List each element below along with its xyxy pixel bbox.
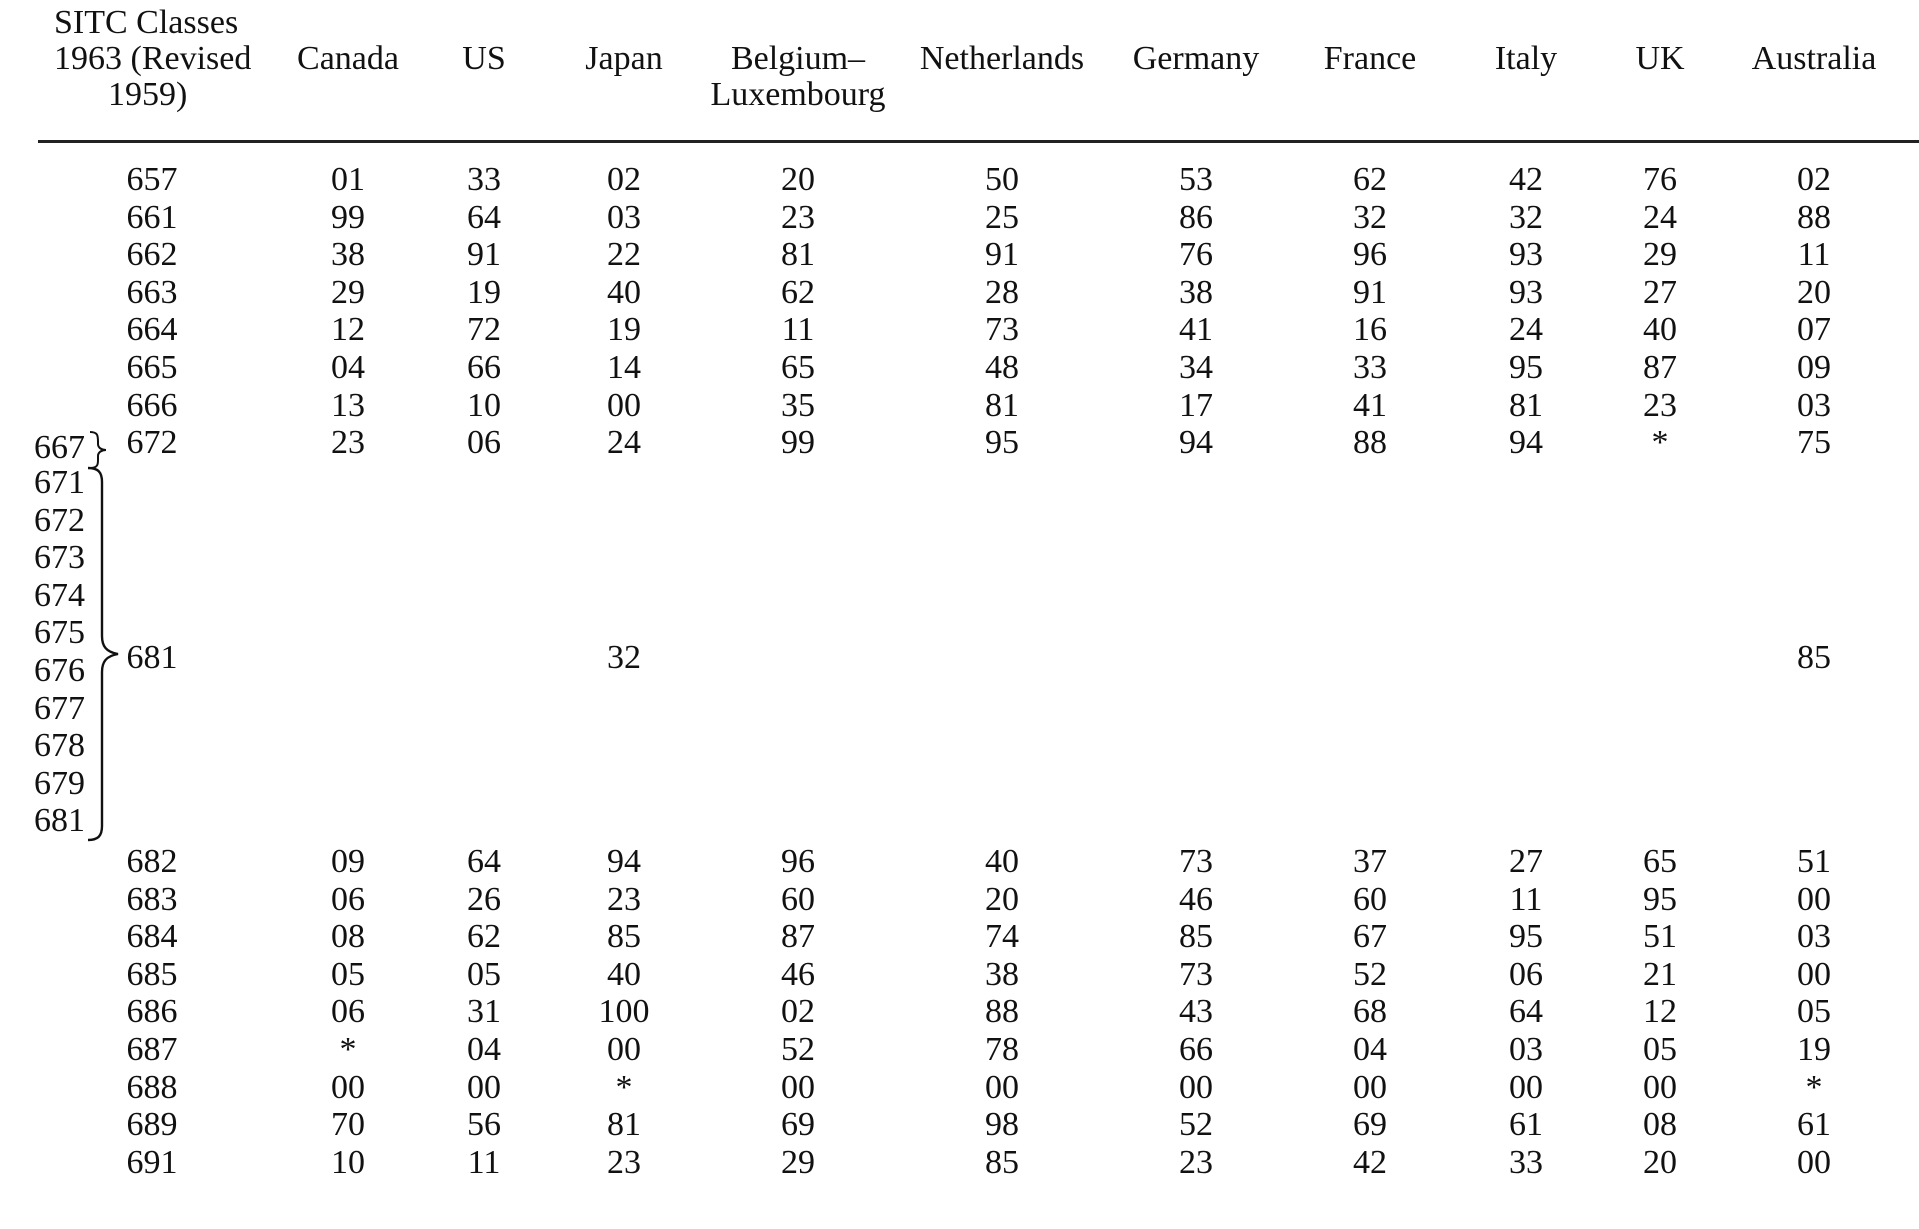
table-cell: 70 [331,1106,365,1144]
table-cell: 05 [331,955,365,993]
table-cell: 27 [1509,843,1543,880]
table-cell: 73 [1179,955,1213,993]
table-cell: 51 [1797,843,1831,880]
row-code: 663 [126,273,178,311]
table-cell: 38 [1179,273,1213,311]
col-header-italy: Italy [1494,40,1558,77]
table-cell: 21 [1643,955,1677,993]
col-header-uk: UK [1635,40,1685,77]
table-cell: 48 [985,349,1019,386]
table-cell: 12 [331,311,365,349]
table-cell: * [615,1068,633,1106]
col-header-canada: Canada [297,40,399,77]
brace-code: 673 [34,539,85,577]
group-prefix-code: 667 [34,429,85,466]
table-cell: 85 [985,1143,1019,1181]
table-cell: 24 [1509,311,1543,349]
sitc-header-line-3: 1959) [108,76,188,113]
table-cell: 00 [1509,1068,1543,1106]
table-cell: * [1651,424,1669,462]
table-cell: 11 [467,1143,501,1181]
table-cell: 32 [1353,198,1387,236]
row-code: 665 [126,349,178,386]
table-cell: 03 [1797,918,1831,956]
table-cell: 04 [1353,1031,1387,1068]
row-code: 687 [126,1031,178,1068]
table-cell: 23 [1179,1143,1213,1181]
table-cell: 61 [1797,1106,1831,1144]
table-cell: 81 [607,1106,641,1144]
row-code: 681 [126,639,178,676]
table-cell: 40 [985,843,1019,880]
table-cell: 95 [1509,918,1543,956]
row-code: 684 [126,918,178,956]
table-cell: 08 [1643,1106,1677,1144]
table-cell: 74 [985,918,1019,956]
row-code: 664 [126,311,178,349]
brace-code: 676 [34,652,85,689]
table-cell: 24 [1643,198,1677,236]
table-cell: 67 [1353,918,1387,956]
brace-code: 679 [34,764,85,802]
table-cell: 23 [607,880,641,918]
table-cell: 85 [607,918,641,956]
table-cell: 19 [467,273,501,311]
table-cell: 91 [985,236,1019,274]
table-cell: 87 [781,918,815,956]
table-cell: 31 [467,993,501,1031]
table-cell: 81 [1509,386,1543,424]
table-cell: 24 [607,424,641,462]
table-cell: 42 [1509,161,1543,198]
table-cell: 99 [331,198,365,236]
table-cell: 66 [467,349,501,386]
col-header-us: US [462,40,506,77]
table-cell: 29 [1643,236,1677,274]
table-cell: 03 [1797,386,1831,424]
row-code: 661 [126,198,178,236]
table-cell: 94 [607,843,641,880]
sitc-header-line-2: 1963 (Revised [54,40,252,77]
table-cell: 69 [1353,1106,1387,1144]
row-code: 691 [126,1143,178,1181]
table-cell: 68 [1353,993,1387,1031]
group-brace-small [88,430,108,470]
table-cell: 22 [607,236,641,274]
table-cell: 66 [1179,1031,1213,1068]
row-code: 685 [126,955,178,993]
table-cell: 99 [781,424,815,462]
table-cell: 32 [1509,198,1543,236]
group-brace-large [86,466,122,842]
row-code: 689 [126,1106,178,1144]
table-cell: 62 [467,918,501,956]
table-cell: 33 [467,161,501,198]
row-code: 682 [126,843,178,880]
row-code: 672 [126,424,178,462]
table-cell: 00 [607,1031,641,1068]
table-cell: 03 [607,198,641,236]
table-cell: 78 [985,1031,1019,1068]
table-cell: 62 [1353,161,1387,198]
table-cell: 02 [607,161,641,198]
table-cell: 81 [781,236,815,274]
table-cell: 06 [331,993,365,1031]
table-cell: 28 [985,273,1019,311]
table-cell: 88 [1797,198,1831,236]
table-cell: 72 [467,311,501,349]
table-cell: 100 [598,993,650,1031]
table-cell: 88 [1353,424,1387,462]
table-cell: 52 [1353,955,1387,993]
table-cell: 19 [1797,1031,1831,1068]
table-cell: 00 [1797,1143,1831,1181]
table-cell: 04 [331,349,365,386]
table-cell: 37 [1353,843,1387,880]
table-cell: 81 [985,386,1019,424]
col-header-netherlands: Netherlands [919,40,1085,77]
table-cell: 00 [1353,1068,1387,1106]
table-cell: 61 [1509,1106,1543,1144]
table-cell: 05 [1643,1031,1677,1068]
table-cell: 06 [467,424,501,462]
table-cell: 20 [1643,1143,1677,1181]
sitc-header-line-1: SITC Classes [54,4,239,41]
brace-code: 681 [34,802,85,840]
table-cell: 27 [1643,273,1677,311]
table-cell: 91 [467,236,501,274]
brace-code: 671 [34,464,85,501]
table-cell: 98 [985,1106,1019,1144]
col-header-japan: Japan [585,40,663,77]
table-cell: 00 [985,1068,1019,1106]
table-cell: 17 [1179,386,1213,424]
brace-code: 678 [34,727,85,765]
table-cell: 93 [1509,273,1543,311]
table-cell: 46 [1179,880,1213,918]
table-cell: 03 [1509,1031,1543,1068]
table-cell: 41 [1179,311,1213,349]
row-code: 688 [126,1068,178,1106]
table-cell: 09 [1797,349,1831,386]
table-cell: 23 [1643,386,1677,424]
table-cell: 20 [781,161,815,198]
table-cell: 38 [985,955,1019,993]
table-cell: 95 [1643,880,1677,918]
table-cell: 95 [985,424,1019,462]
col-header-australia: Australia [1751,40,1877,77]
table-cell: 96 [1353,236,1387,274]
brace-code: 675 [34,614,85,652]
table-cell: 25 [985,198,1019,236]
table-cell: 00 [1797,880,1831,918]
table-cell: 12 [1643,993,1677,1031]
table-cell: 07 [1797,311,1831,349]
table-cell: 62 [781,273,815,311]
table-cell: 56 [467,1106,501,1144]
table-cell: 52 [781,1031,815,1068]
col-header-france: France [1323,40,1417,77]
table-cell: 88 [985,993,1019,1031]
table-cell: 51 [1643,918,1677,956]
table-cell: 20 [985,880,1019,918]
table-cell: 38 [331,236,365,274]
table-cell: 76 [1179,236,1213,274]
table-cell: 93 [1509,236,1543,274]
table-cell: 02 [1797,161,1831,198]
table-cell: 85 [1797,639,1831,676]
table-cell: 06 [331,880,365,918]
table-cell: 29 [781,1143,815,1181]
table-cell: 52 [1179,1106,1213,1144]
col-header-belgium-line2: Luxembourg [710,76,886,113]
table-cell: * [1805,1068,1823,1106]
table-cell: 35 [781,386,815,424]
table-cell: 86 [1179,198,1213,236]
table-cell: 46 [781,955,815,993]
brace-code: 672 [34,501,85,539]
table-cell: 60 [781,880,815,918]
table-cell: 73 [1179,843,1213,880]
table-cell: 06 [1509,955,1543,993]
table-cell: 11 [1797,236,1831,274]
table-cell: * [339,1031,357,1068]
table-cell: 40 [607,955,641,993]
header-rule [38,140,1919,143]
row-code: 666 [126,386,178,424]
table-cell: 10 [331,1143,365,1181]
table-cell: 64 [1509,993,1543,1031]
table-cell: 05 [467,955,501,993]
col-header-belgium: Belgium– [730,40,866,77]
table-cell: 50 [985,161,1019,198]
table-cell: 33 [1353,349,1387,386]
table-cell: 11 [781,311,815,349]
table-cell: 00 [607,386,641,424]
table-cell: 65 [1643,843,1677,880]
table-cell: 73 [985,311,1019,349]
table-cell: 05 [1797,993,1831,1031]
table-cell: 41 [1353,386,1387,424]
table-cell: 76 [1643,161,1677,198]
row-code: 662 [126,236,178,274]
table-cell: 04 [467,1031,501,1068]
table-cell: 96 [781,843,815,880]
table-cell: 23 [607,1143,641,1181]
table-cell: 23 [781,198,815,236]
table-cell: 75 [1797,424,1831,462]
table-cell: 32 [607,639,641,676]
col-header-germany: Germany [1132,40,1260,77]
table-cell: 33 [1509,1143,1543,1181]
table-cell: 94 [1179,424,1213,462]
table-cell: 40 [1643,311,1677,349]
table-cell: 16 [1353,311,1387,349]
table-cell: 11 [1509,880,1543,918]
row-code: 683 [126,880,178,918]
table-cell: 10 [467,386,501,424]
table-cell: 26 [467,880,501,918]
table-cell: 19 [607,311,641,349]
table-cell: 23 [331,424,365,462]
table-cell: 00 [781,1068,815,1106]
table-cell: 60 [1353,880,1387,918]
table-cell: 64 [467,843,501,880]
table-cell: 87 [1643,349,1677,386]
table-cell: 34 [1179,349,1213,386]
brace-code: 674 [34,576,85,614]
table-cell: 42 [1353,1143,1387,1181]
table-cell: 40 [607,273,641,311]
table-cell: 94 [1509,424,1543,462]
table-cell: 65 [781,349,815,386]
table-cell: 01 [331,161,365,198]
table-cell: 00 [331,1068,365,1106]
table-cell: 02 [781,993,815,1031]
table-cell: 69 [781,1106,815,1144]
table-cell: 00 [467,1068,501,1106]
table-cell: 09 [331,843,365,880]
table-cell: 00 [1179,1068,1213,1106]
table-cell: 85 [1179,918,1213,956]
table-cell: 29 [331,273,365,311]
table-cell: 64 [467,198,501,236]
table-cell: 14 [607,349,641,386]
table-cell: 20 [1797,273,1831,311]
row-code: 657 [126,161,178,198]
table-cell: 95 [1509,349,1543,386]
table-cell: 91 [1353,273,1387,311]
table-cell: 43 [1179,993,1213,1031]
brace-code: 677 [34,689,85,727]
table-cell: 00 [1643,1068,1677,1106]
table-cell: 00 [1797,955,1831,993]
row-code: 686 [126,993,178,1031]
table-cell: 08 [331,918,365,956]
table-cell: 13 [331,386,365,424]
table-cell: 53 [1179,161,1213,198]
